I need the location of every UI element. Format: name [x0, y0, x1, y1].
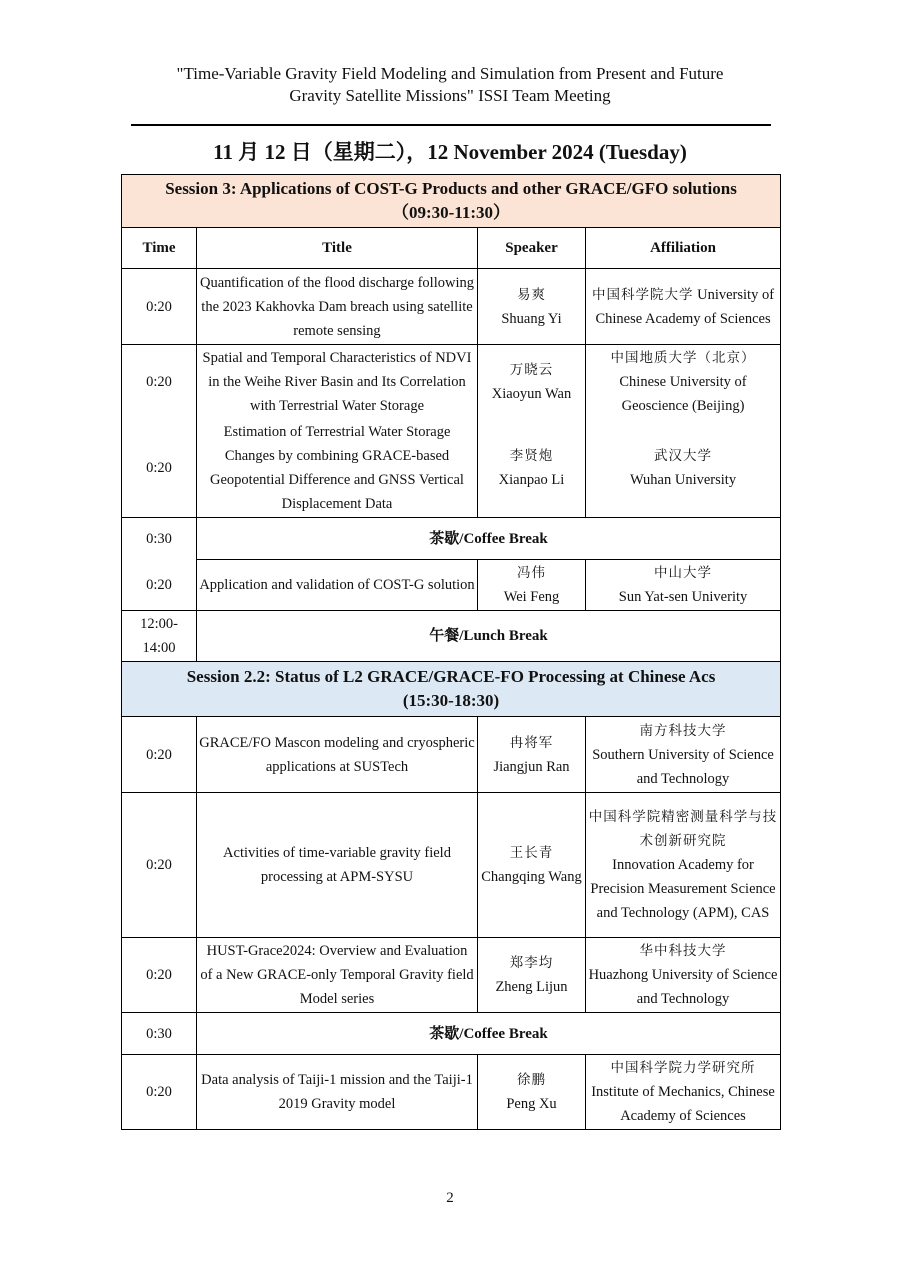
speaker-cn: 李贤炮 [509, 448, 554, 464]
table-row [122, 269, 781, 345]
row-affiliation [586, 560, 781, 611]
speaker-en: Wei Feng [503, 589, 560, 605]
coffee-break-label: 茶歇/Coffee Break [197, 518, 781, 560]
row-speaker [478, 717, 586, 793]
row-affiliation [586, 1055, 781, 1130]
speaker-en: Jiangjun Ran [493, 758, 570, 775]
session-2-2-time: (15:30-18:30) [402, 691, 500, 710]
table-row [122, 1055, 781, 1130]
col-header-affiliation: Affiliation [586, 228, 781, 269]
affiliation-cn: 南方科技大学 [639, 722, 727, 739]
affiliation-en: Sun Yat-sen Univerity [618, 589, 748, 605]
affiliation-en: Huazhong University of Science and Technology [588, 967, 778, 1007]
session-2-2-header-row [122, 662, 781, 717]
lunch-break-label: 午餐/Lunch Break [197, 611, 781, 662]
document-header [0, 63, 900, 107]
row-speaker [478, 1055, 586, 1130]
row-time: 0:20 [122, 717, 197, 793]
affiliation-cn: 中国科学院大学 [591, 286, 694, 303]
row-title: Application and validation of COST-G solution [197, 560, 478, 611]
session-3-header-row [122, 175, 781, 228]
row-time: 0:20 [122, 1055, 197, 1130]
row-title: Data analysis of Taiji-1 mission and the Taiji-1 2019 Gravity model [197, 1055, 478, 1130]
schedule-table [121, 174, 781, 1130]
row-speaker [478, 560, 586, 611]
column-header-row [122, 228, 781, 269]
affiliation-en: Innovation Academy for Precision Measurement Science and Technology (APM), CAS [590, 857, 776, 921]
row-speaker [478, 793, 586, 938]
header-line-2: Gravity Satellite Missions" ISSI Team Meeting [289, 86, 611, 105]
row-time: 0:20 [122, 269, 197, 345]
row-title: Estimation of Terrestrial Water Storage Changes by combining GRACE-based Geopotential Difference and GNSS Vertical Displacement Data [197, 419, 478, 518]
row-time: 0:20 [122, 938, 197, 1013]
speaker-en: Xiaoyun Wan [491, 386, 572, 402]
session-3-header [122, 175, 781, 228]
speaker-en: Peng Xu [506, 1096, 557, 1112]
lunch-break-row [122, 611, 781, 662]
break-time: 0:30 [122, 518, 197, 560]
speaker-cn: 郑李均 [509, 955, 554, 971]
row-speaker [478, 938, 586, 1013]
session-3-time: （09:30-11:30） [391, 203, 511, 222]
table-row [122, 717, 781, 793]
page-number: 2 [446, 1190, 454, 1206]
header-line-1: "Time-Variable Gravity Field Modeling and Simulation from Present and Future [176, 64, 724, 83]
affiliation-cn: 中国科学院精密测量科学与技术创新研究院 [588, 809, 778, 849]
row-title: Activities of time-variable gravity field processing at APM-SYSU [197, 793, 478, 938]
coffee-break-row [122, 1013, 781, 1055]
affiliation-cn: 中山大学 [654, 565, 713, 581]
affiliation-en: Chinese University of Geoscience (Beijing) [619, 374, 747, 414]
speaker-cn: 易爽 [517, 286, 546, 303]
affiliation-cn: 华中科技大学 [639, 943, 727, 959]
row-title: GRACE/FO Mascon modeling and cryospheric applications at SUSTech [197, 717, 478, 793]
row-speaker [478, 345, 586, 420]
row-title: Quantification of the flood discharge following the 2023 Kakhovka Dam breach using satellite remote sensing [197, 269, 478, 345]
session-3-title: Session 3: Applications of COST-G Products and other GRACE/GFO solutions [165, 179, 737, 198]
row-time: 0:20 [122, 345, 197, 420]
speaker-en: Xianpao Li [498, 472, 565, 488]
speaker-en: Zheng Lijun [495, 979, 568, 995]
coffee-break-label: 茶歇/Coffee Break [197, 1013, 781, 1055]
row-title: HUST-Grace2024: Overview and Evaluation of a New GRACE-only Temporal Gravity field Model series [197, 938, 478, 1013]
affiliation-cn: 中国地质大学（北京） [610, 350, 756, 366]
speaker-cn: 冯伟 [517, 565, 546, 581]
speaker-cn: 冉将军 [509, 734, 554, 751]
speaker-en: Changqing Wang [481, 869, 582, 885]
row-time: 0:20 [122, 419, 197, 518]
table-row [122, 419, 781, 518]
affiliation-en: Southern University of Science and Technology [592, 746, 774, 787]
table-row [122, 793, 781, 938]
col-header-title: Title [197, 228, 478, 269]
speaker-en: Shuang Yi [501, 310, 562, 327]
table-row [122, 345, 781, 420]
affiliation-en: University of Chinese Academy of Sciences [595, 286, 775, 327]
coffee-break-row [122, 518, 781, 560]
row-time: 0:20 [122, 560, 197, 611]
speaker-cn: 万晓云 [509, 362, 554, 378]
break-time: 0:30 [122, 1013, 197, 1055]
speaker-cn: 徐鹏 [517, 1072, 546, 1088]
affiliation-en: Institute of Mechanics, Chinese Academy of Sciences [591, 1084, 775, 1124]
row-affiliation [586, 793, 781, 938]
row-affiliation [586, 938, 781, 1013]
date-title: 11 月 12 日（星期二），12 November 2024 (Tuesday) [213, 140, 687, 164]
col-header-speaker: Speaker [478, 228, 586, 269]
session-2-2-header [122, 662, 781, 717]
row-time: 0:20 [122, 793, 197, 938]
affiliation-en: Wuhan University [629, 472, 737, 488]
header-rule [131, 124, 771, 126]
table-row [122, 560, 781, 611]
session-2-2-title: Session 2.2: Status of L2 GRACE/GRACE-FO Processing at Chinese Acs [186, 667, 716, 686]
break-time: 12:00-14:00 [122, 611, 197, 662]
row-affiliation [586, 717, 781, 793]
table-row [122, 938, 781, 1013]
row-title: Spatial and Temporal Characteristics of NDVI in the Weihe River Basin and Its Correlation with Terrestrial Water Storage [197, 345, 478, 420]
speaker-cn: 王长青 [509, 845, 554, 861]
row-speaker [478, 419, 586, 518]
affiliation-cn: 武汉大学 [654, 448, 713, 464]
row-speaker [478, 269, 586, 345]
affiliation-cn: 中国科学院力学研究所 [610, 1060, 756, 1076]
row-affiliation [586, 419, 781, 518]
col-header-time: Time [122, 228, 197, 269]
row-affiliation [586, 269, 781, 345]
row-affiliation [586, 345, 781, 420]
